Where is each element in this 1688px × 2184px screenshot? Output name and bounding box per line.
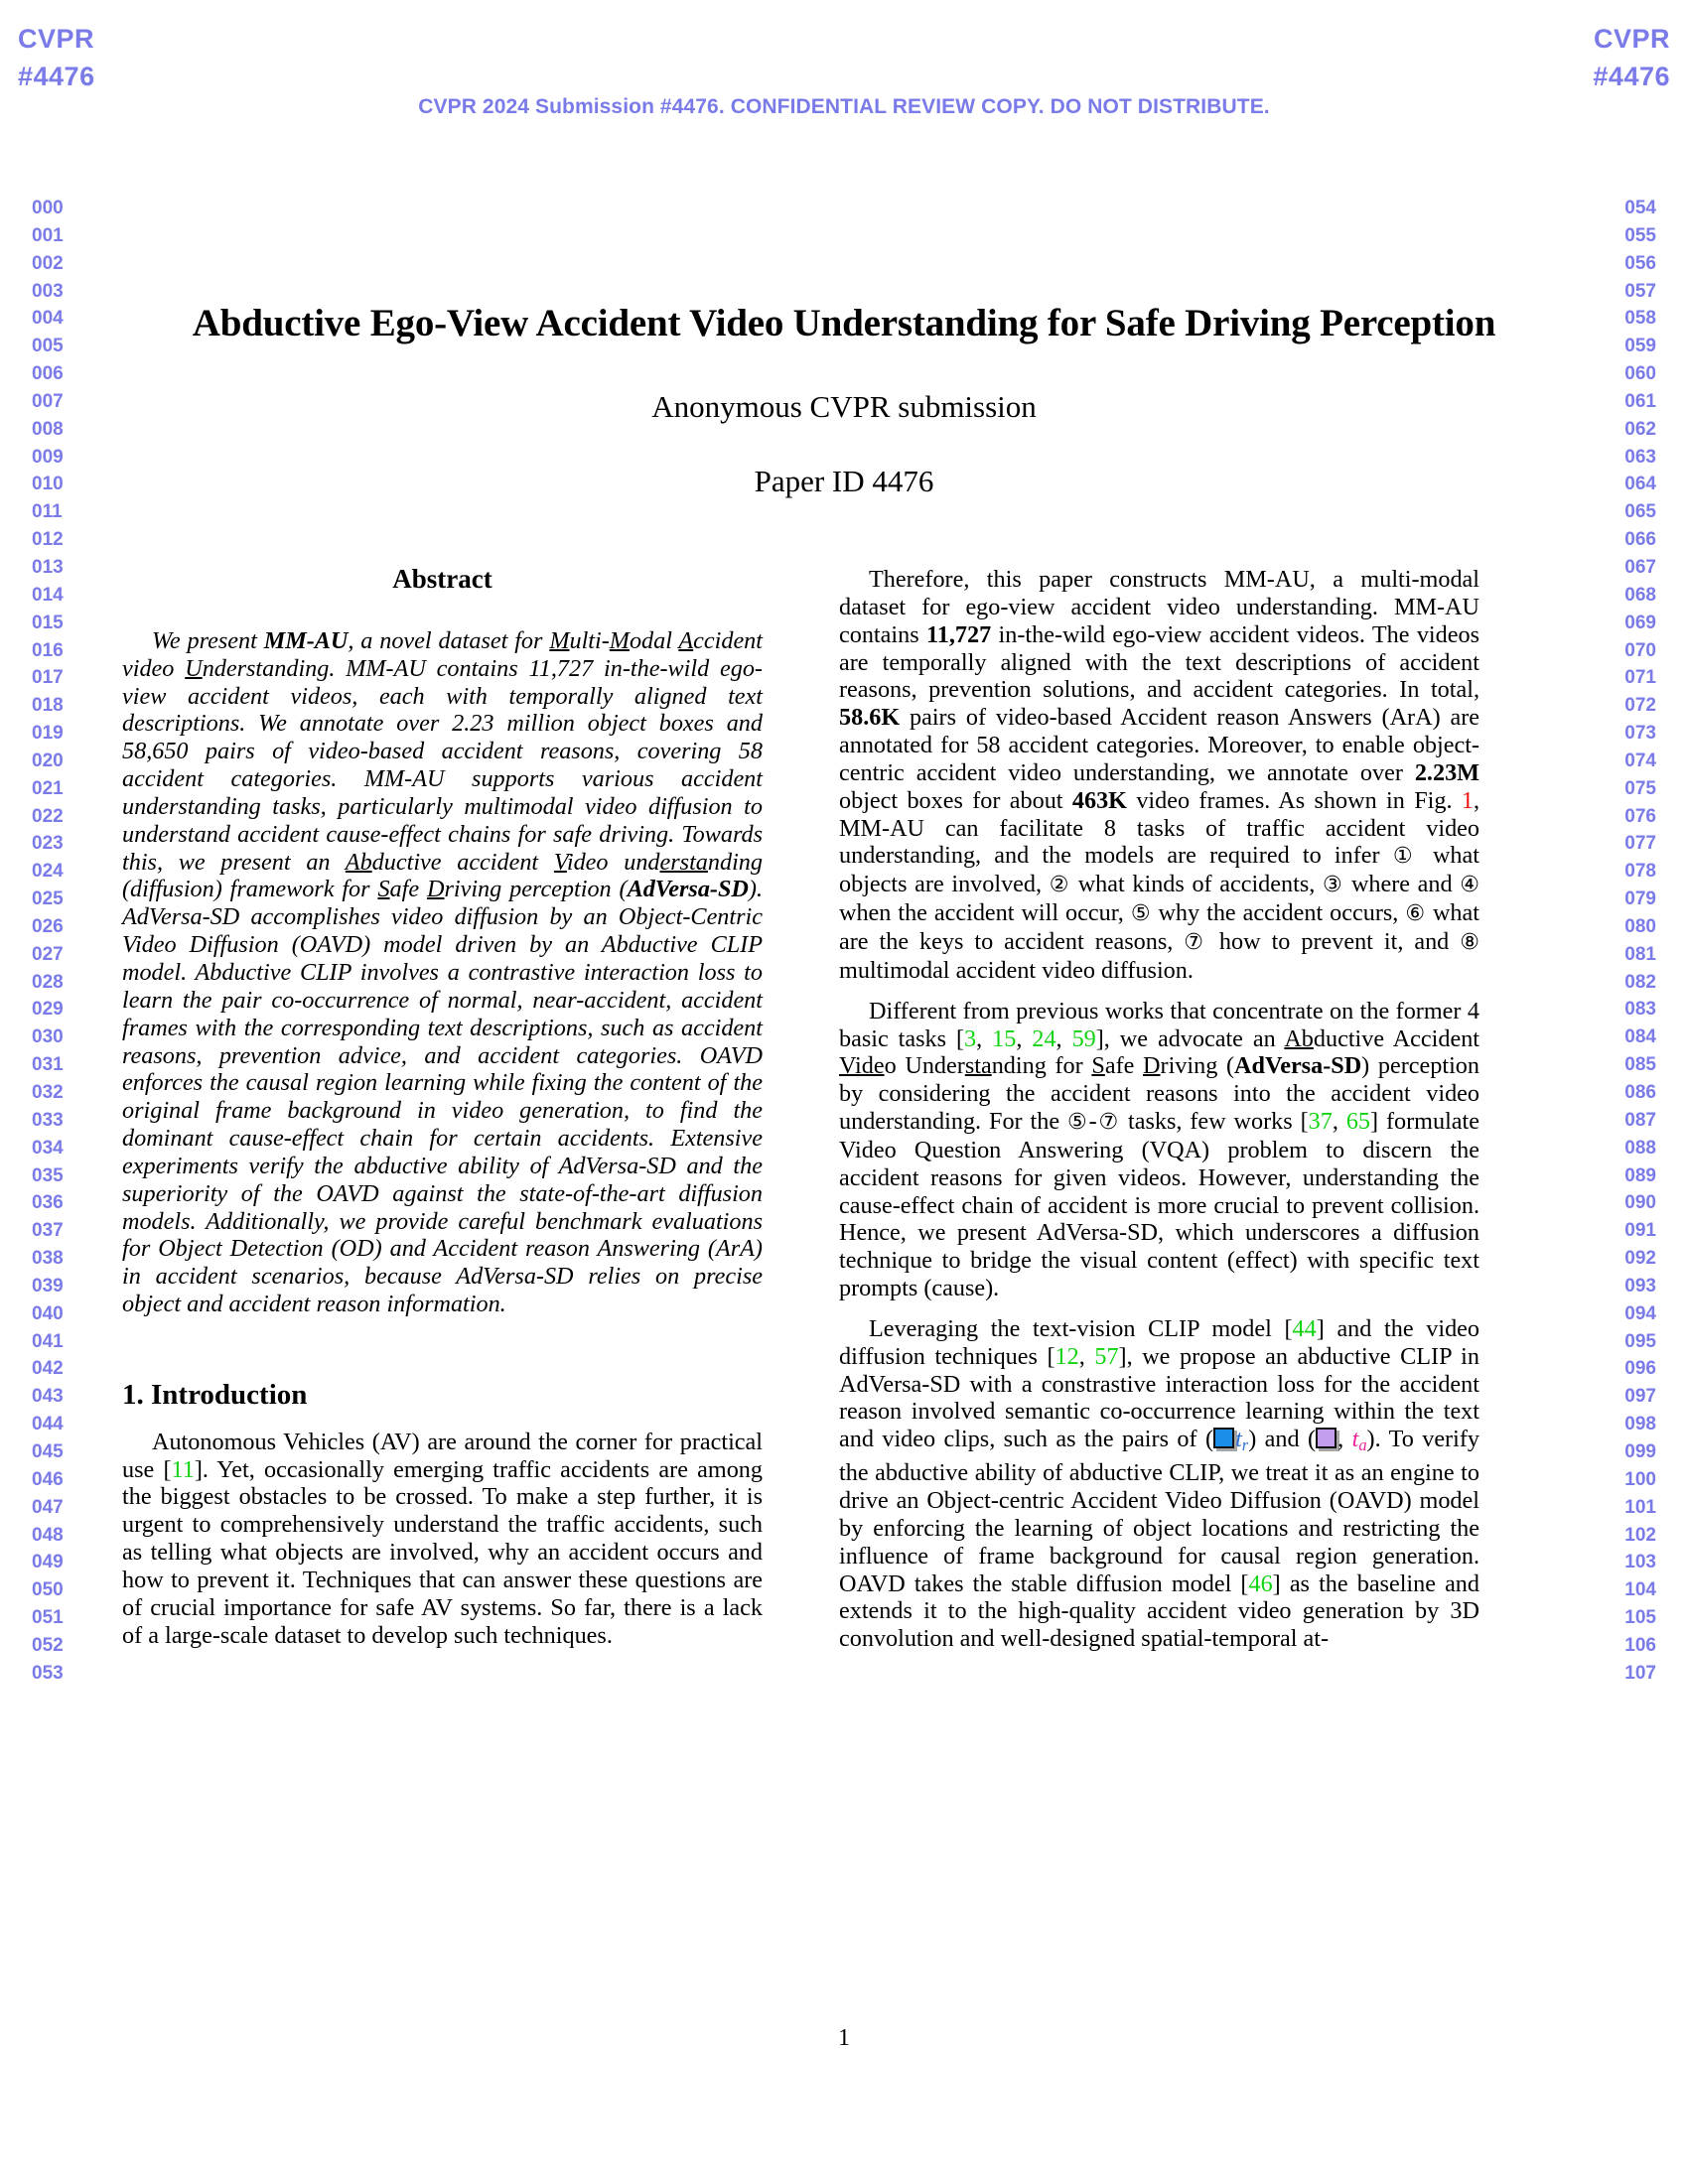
circled-number-2: ②: [1049, 873, 1071, 898]
line-number-left: 010: [32, 474, 64, 495]
line-number-right: 087: [1624, 1109, 1656, 1131]
line-number-right: 074: [1624, 750, 1656, 771]
line-number-right: 095: [1624, 1330, 1656, 1352]
circled-number-3: ③: [1322, 873, 1344, 898]
line-number-right: 075: [1624, 777, 1656, 799]
line-number-right: 060: [1624, 363, 1656, 385]
blue-frame-swatch-icon: [1213, 1428, 1234, 1448]
line-number-left: 005: [32, 336, 64, 357]
citation-ref: 37: [1308, 1108, 1333, 1136]
line-number-left: 033: [32, 1109, 64, 1131]
circled-number-4: ④: [1460, 873, 1479, 898]
line-number-right: 100: [1624, 1468, 1656, 1490]
line-number-right: 054: [1624, 198, 1656, 218]
line-number-left: 014: [32, 584, 64, 606]
line-number-right: 103: [1624, 1552, 1656, 1573]
line-number-left: 053: [32, 1662, 64, 1684]
line-number-left: 038: [32, 1248, 64, 1270]
citation-ref: 59: [1071, 1024, 1096, 1052]
line-number-right: 063: [1624, 446, 1656, 468]
line-number-left: 002: [32, 252, 64, 274]
line-number-left: 052: [32, 1634, 64, 1656]
line-number-gutter-left: [32, 195, 64, 1688]
figure-ref: 1: [1461, 786, 1474, 814]
line-number-left: 015: [32, 612, 64, 633]
line-number-right: 079: [1624, 888, 1656, 910]
line-number-right: 068: [1624, 584, 1656, 606]
line-number-right: 097: [1624, 1386, 1656, 1408]
line-number-left: 039: [32, 1275, 64, 1297]
circled-number-1: ①: [1392, 844, 1420, 870]
left-column: [122, 566, 763, 1649]
circled-number-8: ⑧: [1460, 929, 1479, 955]
line-number-right: 088: [1624, 1137, 1656, 1159]
line-number-left: 047: [32, 1496, 64, 1518]
line-number-left: 019: [32, 723, 64, 745]
line-number-left: 023: [32, 833, 64, 855]
circled-number-5: ⑤: [1130, 901, 1152, 927]
line-number-left: 041: [32, 1330, 64, 1352]
circled-number-7: ⑦: [1184, 929, 1208, 955]
line-number-left: 030: [32, 1026, 64, 1048]
line-number-left: 012: [32, 529, 64, 551]
line-number-left: 046: [32, 1468, 64, 1490]
line-number-left: 007: [32, 390, 64, 412]
line-number-left: 001: [32, 224, 64, 246]
line-number-right: 077: [1624, 833, 1656, 855]
line-number-left: 017: [32, 667, 64, 689]
line-number-left: 020: [32, 750, 64, 771]
line-number-left: 009: [32, 446, 64, 468]
line-number-left: 018: [32, 695, 64, 717]
line-number-right: 059: [1624, 336, 1656, 357]
line-number-left: 026: [32, 915, 64, 937]
line-number-right: 083: [1624, 999, 1656, 1021]
line-number-left: 000: [32, 198, 64, 218]
line-number-right: 105: [1624, 1607, 1656, 1629]
line-number-gutter-right: [1624, 195, 1656, 1688]
line-number-right: 058: [1624, 308, 1656, 330]
line-number-left: 034: [32, 1137, 64, 1159]
line-number-right: 092: [1624, 1248, 1656, 1270]
line-number-right: 107: [1624, 1662, 1656, 1684]
citation-ref: 57: [1094, 1342, 1119, 1370]
line-number-left: 006: [32, 363, 64, 385]
corner-header-left: [18, 20, 95, 96]
line-number-right: 098: [1624, 1414, 1656, 1435]
corner-header-right-line2: #4476: [1593, 62, 1670, 92]
line-number-right: 106: [1624, 1634, 1656, 1656]
corner-header-right-line1: CVPR: [1593, 24, 1670, 54]
corner-header-left-line1: CVPR: [18, 24, 95, 54]
line-number-right: 073: [1624, 723, 1656, 745]
line-number-right: 099: [1624, 1440, 1656, 1462]
line-number-right: 096: [1624, 1358, 1656, 1380]
line-number-left: 016: [32, 639, 64, 661]
line-number-right: 080: [1624, 915, 1656, 937]
line-number-left: 042: [32, 1358, 64, 1380]
line-number-left: 043: [32, 1386, 64, 1408]
line-number-left: 049: [32, 1552, 64, 1573]
corner-header-right: [1593, 20, 1670, 96]
intro-paragraph-1: Autonomous Vehicles (AV) are around the corner for practical use [11]. Yet, occasionally emerging traffic accidents are among the biggest obstacles to be crossed. To make a step further, it is urgent to comprehensively understand the traffic accidents, such as telling what objects are involved, why an accident occurs and how to prevent it. Techniques that can answer these questions are of crucial importance for safe AV systems. So far, there is a lack of a large-scale dataset to develop such techniques.: [122, 1428, 763, 1649]
line-number-right: 076: [1624, 805, 1656, 827]
right-paragraph-2: Different from previous works that concentrate on the former 4 basic tasks [3, 15, 24, 59], we advocate an Abductive Accident Video Understanding for Safe Driving (AdVersa-SD) perception by considering the accident reasons into the accident video understanding. For the ⑤-⑦ tasks, few works [37, 65] formulate Video Question Answering (VQA) problem to discern the accident reasons for given videos. However, understanding the cause-effect chain of accident is more crucial to prevent collision. Hence, we present AdVersa-SD, which underscores a diffusion technique to bridge the visual content (effect) with specific text prompts (cause).: [839, 997, 1480, 1302]
line-number-right: 056: [1624, 252, 1656, 274]
line-number-right: 072: [1624, 695, 1656, 717]
symbol-t-r: $t_r$: [1235, 1426, 1249, 1455]
line-number-left: 040: [32, 1302, 64, 1324]
line-number-right: 081: [1624, 943, 1656, 965]
line-number-right: 064: [1624, 474, 1656, 495]
page-title: Abductive Ego-View Accident Video Understanding for Safe Driving Perception: [192, 302, 1496, 345]
line-number-right: 094: [1624, 1302, 1656, 1324]
circled-number-5: ⑤: [1067, 1110, 1089, 1136]
citation-ref: 12: [1055, 1342, 1079, 1370]
line-number-right: 071: [1624, 667, 1656, 689]
line-number-left: 027: [32, 943, 64, 965]
line-number-right: 055: [1624, 224, 1656, 246]
abstract-heading: Abstract: [392, 564, 492, 594]
citation-ref: 46: [1248, 1570, 1273, 1597]
line-number-right: 078: [1624, 861, 1656, 883]
line-number-right: 101: [1624, 1496, 1656, 1518]
line-number-left: 028: [32, 971, 64, 993]
line-number-left: 008: [32, 418, 64, 440]
right-column: [839, 566, 1479, 1653]
line-number-right: 085: [1624, 1054, 1656, 1076]
line-number-left: 011: [32, 501, 63, 523]
citation-ref: 15: [992, 1024, 1017, 1052]
line-number-right: 065: [1624, 501, 1656, 523]
line-number-left: 048: [32, 1524, 64, 1546]
line-number-right: 082: [1624, 971, 1656, 993]
line-number-right: 070: [1624, 639, 1656, 661]
corner-header-left-line2: #4476: [18, 62, 95, 92]
line-number-right: 102: [1624, 1524, 1656, 1546]
line-number-right: 069: [1624, 612, 1656, 633]
line-number-left: 003: [32, 280, 64, 302]
citation-ref: 3: [964, 1024, 977, 1052]
line-number-right: 093: [1624, 1275, 1656, 1297]
line-number-right: 091: [1624, 1220, 1656, 1242]
line-number-right: 061: [1624, 390, 1656, 412]
abstract-body: We present MM-AU, a novel dataset for Multi-Modal Accident video Understanding. MM-AU contains 11,727 in-the-wild ego-view accident videos, each with temporally aligned text descriptions. We annotate over 2.23 million object boxes and 58,650 pairs of video-based accident reasons, covering 58 accident categories. MM-AU supports various accident understanding tasks, particularly multimodal video diffusion to understand accident cause-effect chains for safe driving. Towards this, we present an Abductive accident Video understanding (diffusion) framework for Safe Driving perception (AdVersa-SD). AdVersa-SD accomplishes video diffusion by an Object-Centric Video Diffusion (OAVD) model driven by an Abductive CLIP model. Abductive CLIP involves a contrastive interaction loss to learn the pair co-occurrence of normal, near-accident, accident frames with the corresponding text descriptions, such as accident reasons, prevention advice, and accident categories. OAVD enforces the causal region learning while fixing the content of the original frame background in video generation, to find the dominant cause-effect chain for certain accidents. Extensive experiments verify the abductive ability of AdVersa-SD and the superiority of the OAVD against the state-of-the-art diffusion models. Additionally, we provide careful benchmark evaluations for Object Detection (OD) and Accident reason Answering (ArA) in accident scenarios, because AdVersa-SD relies on precise object and accident reason information.: [122, 626, 763, 1318]
symbol-t-a: $t_a$: [1351, 1426, 1367, 1455]
line-number-left: 045: [32, 1440, 64, 1462]
section-heading-introduction: 1. Introduction: [122, 1378, 308, 1411]
line-number-left: 013: [32, 556, 64, 578]
confidential-review-banner: CVPR 2024 Submission #4476. CONFIDENTIAL REVIEW COPY. DO NOT DISTRIBUTE.: [418, 95, 1270, 118]
line-number-left: 022: [32, 805, 64, 827]
line-number-left: 021: [32, 777, 64, 799]
line-number-left: 031: [32, 1054, 64, 1076]
line-number-left: 051: [32, 1607, 64, 1629]
line-number-right: 066: [1624, 529, 1656, 551]
authors-line: Anonymous CVPR submission: [651, 389, 1037, 424]
line-number-left: 029: [32, 999, 64, 1021]
circled-number-6: ⑥: [1405, 901, 1426, 927]
paper-id-line: Paper ID 4476: [754, 464, 934, 498]
line-number-left: 035: [32, 1164, 64, 1186]
line-number-right: 090: [1624, 1192, 1656, 1214]
right-paragraph-1: Therefore, this paper constructs MM-AU, a multi-modal dataset for ego-view accident video understanding. MM-AU contains 11,727 in-the-wild ego-view accident videos. The videos are temporally aligned with the text descriptions of accident reasons, prevention solutions, and accident categories. In total, 58.6K pairs of video-based Accident reason Answers (ArA) are annotated for 58 accident categories. Moreover, to enable object-centric accident video understanding, we annotate over 2.23M object boxes for about 463K video frames. As shown in Fig. 1, MM-AU can facilitate 8 tasks of traffic accident video understanding, and the models are required to infer ① what objects are involved, ② what kinds of accidents, ③ where and ④ when the accident will occur, ⑤ why the accident occurs, ⑥ what are the keys to accident reasons, ⑦ how to prevent it, and ⑧ multimodal accident video diffusion.: [839, 566, 1479, 984]
line-number-left: 004: [32, 308, 64, 330]
line-number-right: 057: [1624, 280, 1656, 302]
citation-ref: 44: [1292, 1314, 1317, 1342]
line-number-left: 036: [32, 1192, 64, 1214]
page-number: 1: [838, 2025, 850, 2051]
line-number-right: 104: [1624, 1579, 1656, 1601]
citation-ref: 11: [171, 1455, 195, 1483]
violet-frame-swatch-icon: [1316, 1428, 1336, 1448]
citation-ref: 24: [1032, 1024, 1056, 1052]
line-number-left: 032: [32, 1082, 64, 1103]
line-number-right: 067: [1624, 556, 1656, 578]
line-number-left: 024: [32, 861, 64, 883]
right-paragraph-3: Leveraging the text-vision CLIP model [44] and the video diffusion techniques [12, 57], we propose an abductive CLIP in AdVersa-SD with a constrastive interaction loss for the accident reason involved semantic co-occurrence learning within the text and video clips, such as the pairs of ( $t_r$) and ( , $t_a$). To verify the abductive ability of abductive CLIP, we treat it as an engine to drive an Object-centric Accident Video Diffusion (OAVD) model by enforcing the learning of object locations and restricting the influence of frame background for causal region generation. OAVD takes the stable diffusion model [46] as the baseline and extends it to the high-quality accident video generation by 3D convolution and well-designed spatial-temporal at-: [839, 1314, 1480, 1653]
line-number-left: 025: [32, 888, 64, 910]
circled-number-7: ⑦: [1096, 1110, 1121, 1136]
line-number-right: 062: [1624, 418, 1656, 440]
line-number-right: 086: [1624, 1082, 1656, 1103]
line-number-left: 044: [32, 1414, 64, 1435]
line-number-right: 084: [1624, 1026, 1656, 1048]
line-number-left: 037: [32, 1220, 64, 1242]
citation-ref: 65: [1345, 1108, 1370, 1136]
line-number-right: 089: [1624, 1164, 1656, 1186]
line-number-left: 050: [32, 1579, 64, 1601]
